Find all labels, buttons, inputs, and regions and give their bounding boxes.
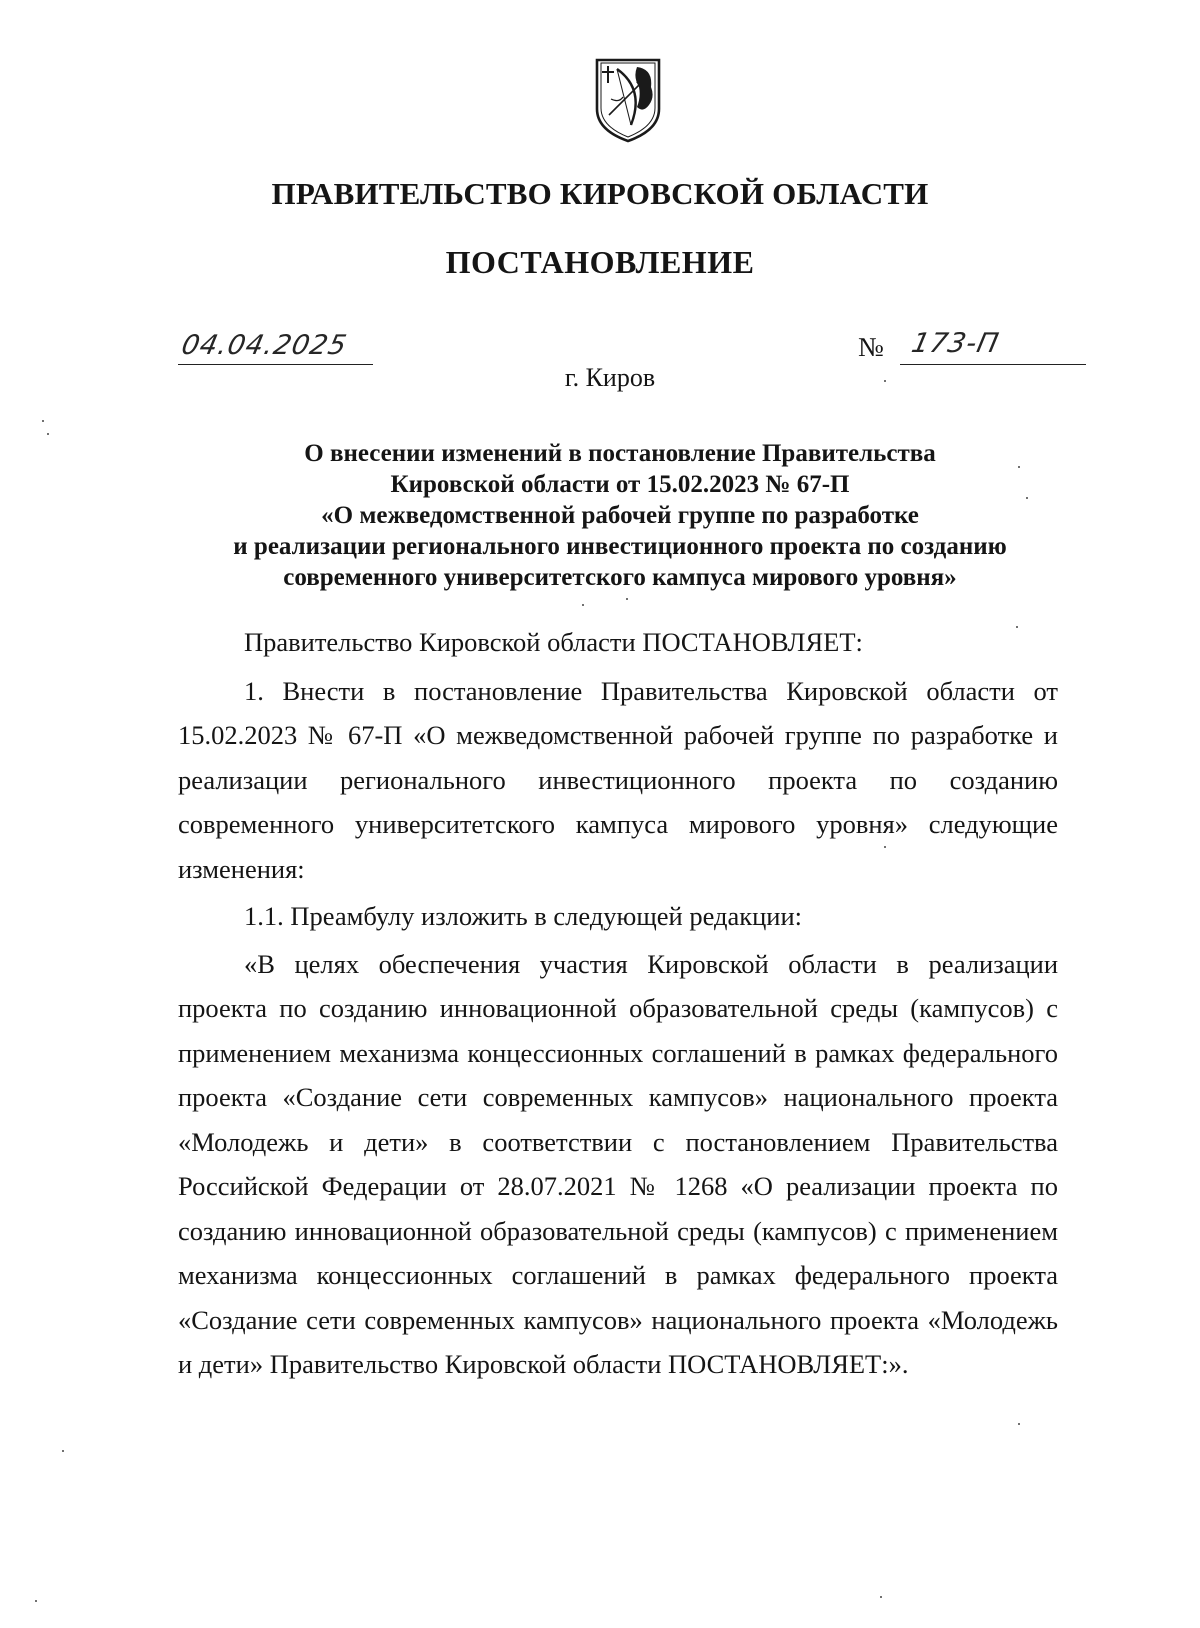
scan-speck: [47, 433, 49, 435]
subject-line: Кировской области от 15.02.2023 № 67-П: [390, 471, 850, 498]
government-title: ПРАВИТЕЛЬСТВО КИРОВСКОЙ ОБЛАСТИ: [271, 176, 929, 211]
item-1-paragraph: 1. Внести в постановление Правительства Кировской области от 15.02.2023 № 67-П «О межведомственной рабочей группе по разработке и реализации регионального инвестиционного проекта по созданию современного университетского кампуса мирового уровня» следующие изменения:: [178, 675, 1058, 884]
document-type-title: ПОСТАНОВЛЕНИЕ: [445, 244, 755, 280]
scan-speck: [626, 598, 628, 600]
scan-speck: [1018, 1423, 1020, 1425]
subject-line: современного университетского кампуса мирового уровня»: [283, 564, 957, 591]
scan-speck: [42, 420, 44, 422]
number-field: [900, 330, 1086, 365]
scan-speck: [1018, 466, 1020, 468]
document-number-block: [858, 330, 1088, 366]
number-sign: №: [858, 332, 884, 362]
scan-speck: [880, 1596, 882, 1598]
intro-paragraph: Правительство Кировской области ПОСТАНОВЛЯЕТ:: [244, 627, 863, 657]
document-number: 173-П: [908, 328, 1002, 359]
date-field: [178, 332, 373, 365]
document-body: [178, 620, 1058, 1387]
subject-line: О внесении изменений в постановление Правительства: [304, 440, 936, 467]
scan-speck: [582, 604, 584, 606]
scan-speck: [1026, 497, 1028, 499]
document-date: 04.04.2025: [178, 330, 350, 361]
document-subject: [140, 438, 1100, 593]
scan-speck: [1016, 626, 1018, 628]
city-label: г. Киров: [564, 363, 656, 392]
scan-speck: [62, 1450, 64, 1452]
scan-speck: [884, 380, 886, 382]
scan-speck: [35, 1600, 37, 1602]
scan-speck: [884, 846, 886, 848]
item-1-1-paragraph: 1.1. Преамбулу изложить в следующей редакции:: [244, 901, 803, 931]
subject-line: и реализации регионального инвестиционного проекта по созданию: [233, 533, 1007, 560]
coat-of-arms-icon: [593, 57, 663, 143]
preamble-quote-paragraph: «В целях обеспечения участия Кировской области в реализации проекта по созданию инновационной образовательной среды (кампусов) с применением механизма концессионных соглашений в рамках федерального проекта «Создание сети современных кампусов» национального проекта «Молодежь и дети» в соответствии с постановлением Правительства Российской Федерации от 28.07.2021 № 1268 «О реализации проекта по созданию инновационной образовательной среды (кампусов) с применением механизма концессионных соглашений в рамках федерального проекта «Создание сети современных кампусов» национального проекта «Молодежь и дети» Правительство Кировской области ПОСТАНОВЛЯЕТ:».: [178, 948, 1058, 1379]
subject-line: «О межведомственной рабочей группе по разработке: [321, 502, 919, 529]
